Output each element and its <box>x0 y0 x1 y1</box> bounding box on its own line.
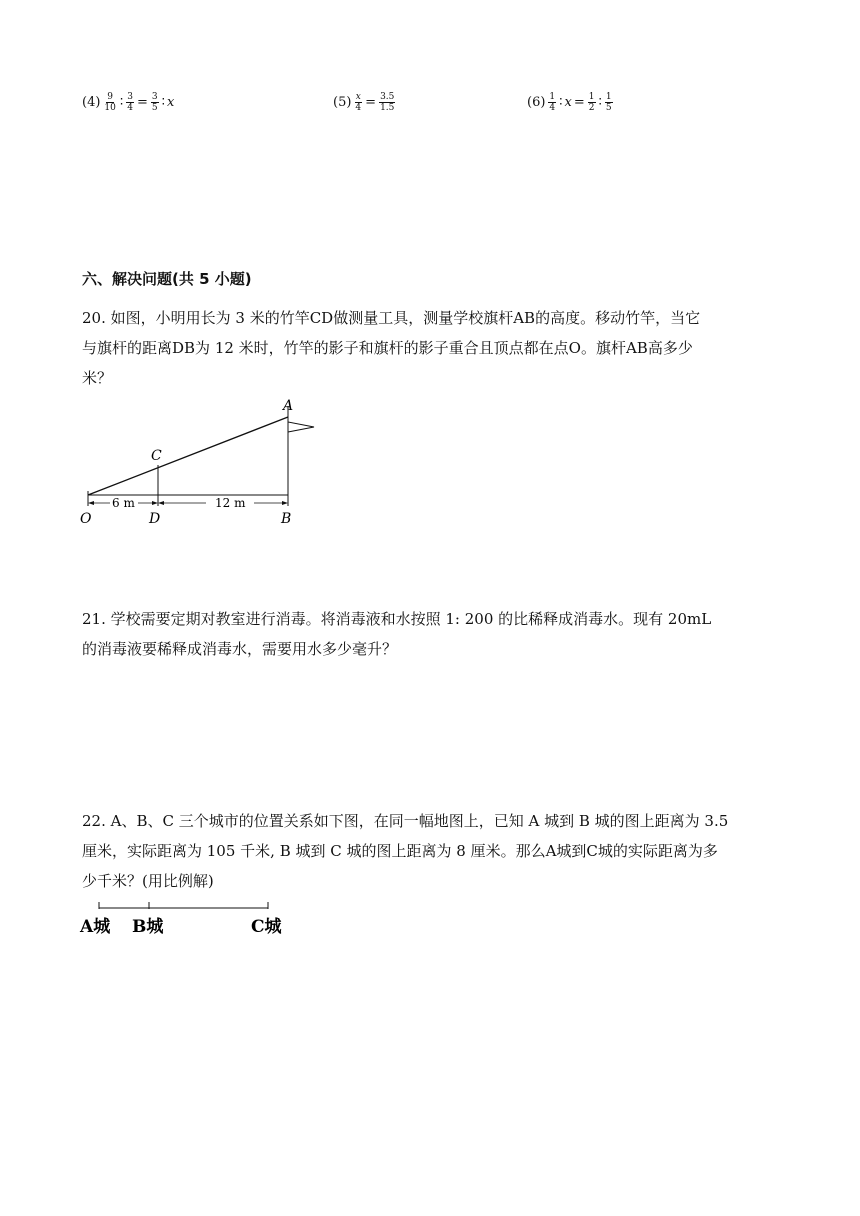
equals-sign: = <box>137 95 148 110</box>
arrowhead <box>88 501 94 505</box>
fraction: $\frac{x}{4}$ <box>355 92 362 113</box>
label-db: 12 m <box>215 496 246 510</box>
fraction: $\frac{3.5}{1.5}$ <box>380 92 395 113</box>
label-od: 6 m <box>112 496 135 510</box>
question-21 <box>82 604 782 664</box>
ratio-sign: ∶ <box>598 95 602 110</box>
city-c-label: C城 <box>251 917 282 937</box>
point-c-label: C <box>151 448 162 464</box>
city-b-label: B城 <box>132 917 164 937</box>
question-22-line-2: 厘米，实际距离为 105 千米, B 城到 C 城的图上距离为 8 厘米。那么A城到C城的实际距离为多 <box>82 842 718 860</box>
flagpole-diagram <box>74 394 324 528</box>
section-title: 六、解决问题(共 5 小题) <box>82 270 252 288</box>
ratio-sign: ∶ <box>119 95 124 110</box>
fraction: $\frac{1}{5}$ <box>605 92 612 113</box>
equation-6 <box>527 92 614 113</box>
variable: x <box>167 95 175 110</box>
question-20-line-2: 与旗杆的距离DB为 12 米时，竹竿的影子和旗杆的影子重合且顶点都在点O。旗杆AB高多少 <box>82 339 693 357</box>
point-o-label: O <box>80 511 92 527</box>
fraction: $\frac{3}{4}$ <box>127 92 133 113</box>
equation-label: (6) <box>527 95 546 110</box>
fraction: $\frac{3}{5}$ <box>151 92 158 113</box>
equation-label: (4) <box>82 95 101 110</box>
fraction: $\frac{1}{2}$ <box>588 92 595 113</box>
equation-4 <box>82 92 174 113</box>
arrowhead <box>158 501 164 505</box>
arrowhead <box>282 501 288 505</box>
city-map-diagram <box>78 898 298 940</box>
question-22-line-1: 22. A、B、C 三个城市的位置关系如下图，在同一幅地图上，已知 A 城到 B 城的图上距离为 3.5 <box>82 812 729 830</box>
question-20-line-3: 米？ <box>82 369 113 387</box>
question-22-line-3: 少千米？(用比例解) <box>82 872 214 890</box>
question-21-line-2: 的消毒液要稀释成消毒水，需要用水多少毫升？ <box>82 640 398 658</box>
fraction: $\frac{9}{10}$ <box>104 92 116 113</box>
point-d-label: D <box>149 511 161 527</box>
shadow-line <box>88 417 288 495</box>
ratio-sign: ∶ <box>161 95 166 110</box>
city-a-label: A城 <box>80 917 111 937</box>
question-21-line-1: 21. 学校需要定期对教室进行消毒。将消毒液和水按照 1: 200 的比稀释成消毒水。现有 20mL <box>82 610 712 628</box>
question-22 <box>82 806 782 896</box>
equation-5 <box>333 92 396 113</box>
fraction: $\frac{1}{4}$ <box>549 92 556 113</box>
equals-sign: = <box>573 95 585 110</box>
equals-sign: = <box>365 95 377 110</box>
ratio-sign: ∶ <box>559 95 563 110</box>
equation-label: (5) <box>333 95 352 110</box>
point-b-label: B <box>281 511 292 527</box>
point-a-label: A <box>283 398 294 414</box>
question-20 <box>82 303 782 393</box>
question-20-line-1: 20. 如图，小明用长为 3 米的竹竿CD做测量工具，测量学校旗杆AB的高度。移动竹竿，当它 <box>82 309 701 327</box>
arrowhead <box>152 501 158 505</box>
variable: x <box>564 95 572 110</box>
